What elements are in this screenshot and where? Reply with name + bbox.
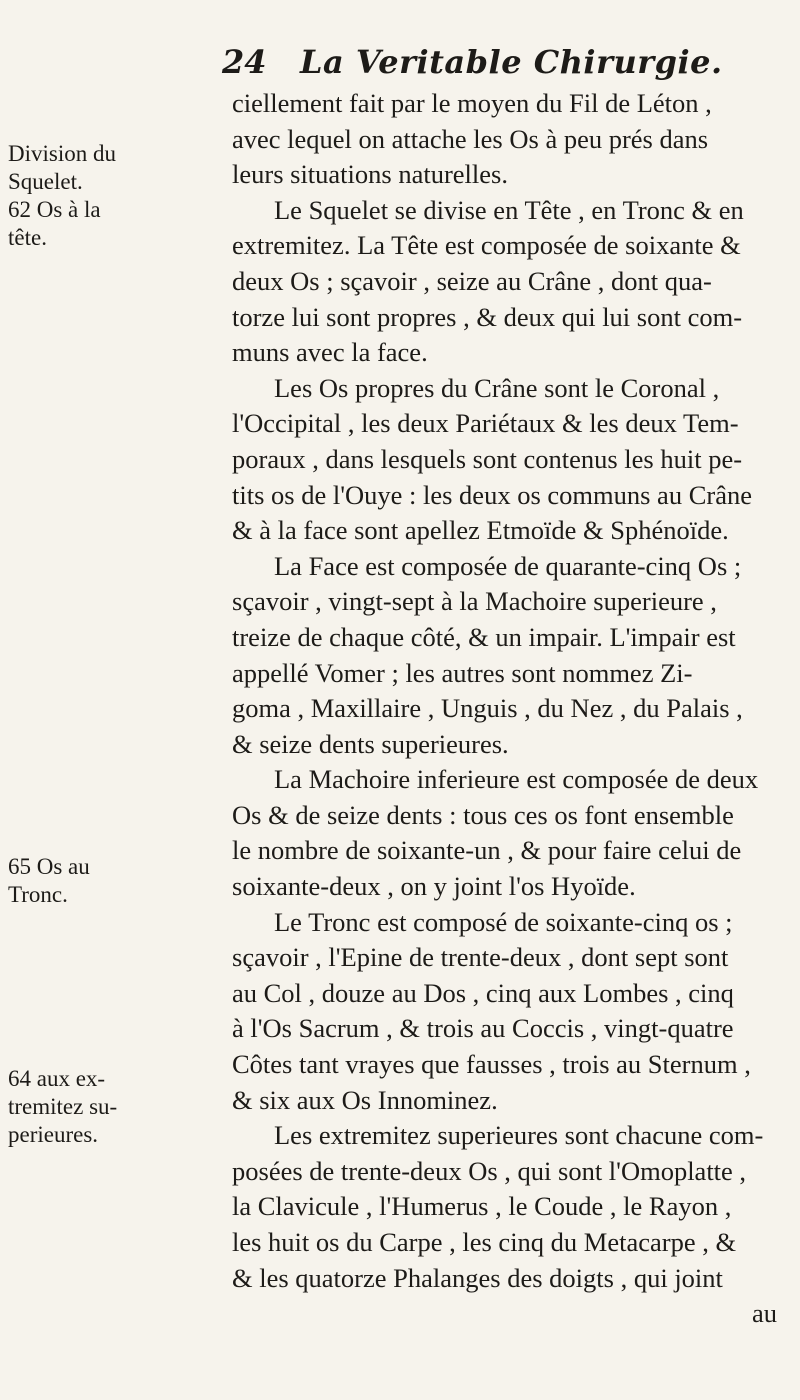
body-text — [232, 86, 792, 1332]
margin-note-division-squelet — [8, 140, 223, 252]
margin-note-line: tête. — [8, 225, 47, 250]
text-line: Le Squelet se divise en Tête , en Tronc & en — [274, 194, 744, 225]
margin-note-line: 65 Os au — [8, 854, 90, 879]
text-line: ciellement fait par le moyen du Fil de Léton , — [232, 88, 712, 118]
text-line: les huit os du Carpe , les cinq du Metacarpe , & — [232, 1227, 737, 1257]
running-header — [222, 38, 742, 86]
text-line: Le Tronc est composé de soixante-cinq os ; — [274, 906, 733, 937]
text-line: appellé Vomer ; les autres sont nommez Zi- — [232, 657, 693, 688]
text-line: avec lequel on attache les Os à peu prés dans — [232, 123, 709, 154]
catchword: au — [752, 1298, 778, 1329]
running-title: La Veritable Chirurgie. — [300, 43, 723, 81]
text-line: l'Occipital , les deux Pariétaux & les deux Tem- — [232, 408, 739, 439]
text-line: sçavoir , l'Epine de trente-deux , dont sept sont — [232, 942, 729, 973]
margin-note-line: Division du — [8, 141, 116, 166]
text-line: La Machoire inferieure est composée de deux — [274, 764, 759, 795]
text-line: La Face est composée de quarante-cinq Os ; — [274, 550, 742, 581]
text-line: goma , Maxillaire , Unguis , du Nez , du Palais , — [232, 693, 743, 724]
text-line: au Col , douze au Dos , cinq aux Lombes , cinq — [232, 977, 734, 1008]
text-line: deux Os ; sçavoir , seize au Crâne , dont qua- — [232, 265, 712, 296]
margin-note-line: Squelet. — [8, 169, 83, 194]
text-line: soixante-deux , on y joint l'os Hyoïde. — [232, 871, 636, 902]
text-line: & seize dents superieures. — [232, 728, 509, 759]
text-line: leurs situations naturelles. — [232, 159, 508, 190]
text-line: sçavoir , vingt-sept à la Machoire superieure , — [232, 586, 717, 617]
text-line: le nombre de soixante-un , & pour faire celui de — [232, 835, 742, 866]
margin-note-line: Tronc. — [8, 882, 68, 907]
margin-note-line: 64 aux ex- — [8, 1066, 106, 1091]
margin-note-extremitez-superieures — [8, 1065, 223, 1149]
text-line: à l'Os Sacrum , & trois au Coccis , vingt-quatre — [232, 1013, 734, 1044]
text-line: treize de chaque côté, & un impair. L'impair est — [232, 621, 736, 652]
text-line: & six aux Os Innominez. — [232, 1084, 498, 1115]
text-line: Les extremitez superieures sont chacune com- — [274, 1120, 764, 1151]
margin-note-line: 62 Os à la — [8, 197, 101, 222]
text-line: muns avec la face. — [232, 337, 428, 368]
text-line: & les quatorze Phalanges des doigts , qui joint — [232, 1262, 723, 1293]
text-line: torze lui sont propres , & deux qui lui sont com- — [232, 301, 743, 332]
page-number: 24 — [222, 43, 267, 81]
text-line: & à la face sont apellez Etmoïde & Sphénoïde. — [232, 515, 729, 546]
text-line: Côtes tant vrayes que fausses , trois au Sternum , — [232, 1049, 751, 1080]
text-line: Les Os propres du Crâne sont le Coronal , — [274, 372, 720, 403]
text-line: extremitez. La Tête est composée de soixante & — [232, 230, 741, 261]
text-line: Os & de seize dents : tous ces os font ensemble — [232, 799, 734, 830]
text-line: tits os de l'Ouye : les deux os communs au Crâne — [232, 479, 752, 510]
text-line: posées de trente-deux Os , qui sont l'Omoplatte , — [232, 1155, 747, 1186]
margin-note-os-au-tronc — [8, 853, 223, 909]
margin-note-line: tremitez su- — [8, 1094, 118, 1119]
text-line: poraux , dans lesquels sont contenus les huit pe- — [232, 443, 743, 474]
margin-note-line: perieures. — [8, 1122, 99, 1147]
text-line: la Clavicule , l'Humerus , le Coude , le Rayon , — [232, 1191, 732, 1222]
